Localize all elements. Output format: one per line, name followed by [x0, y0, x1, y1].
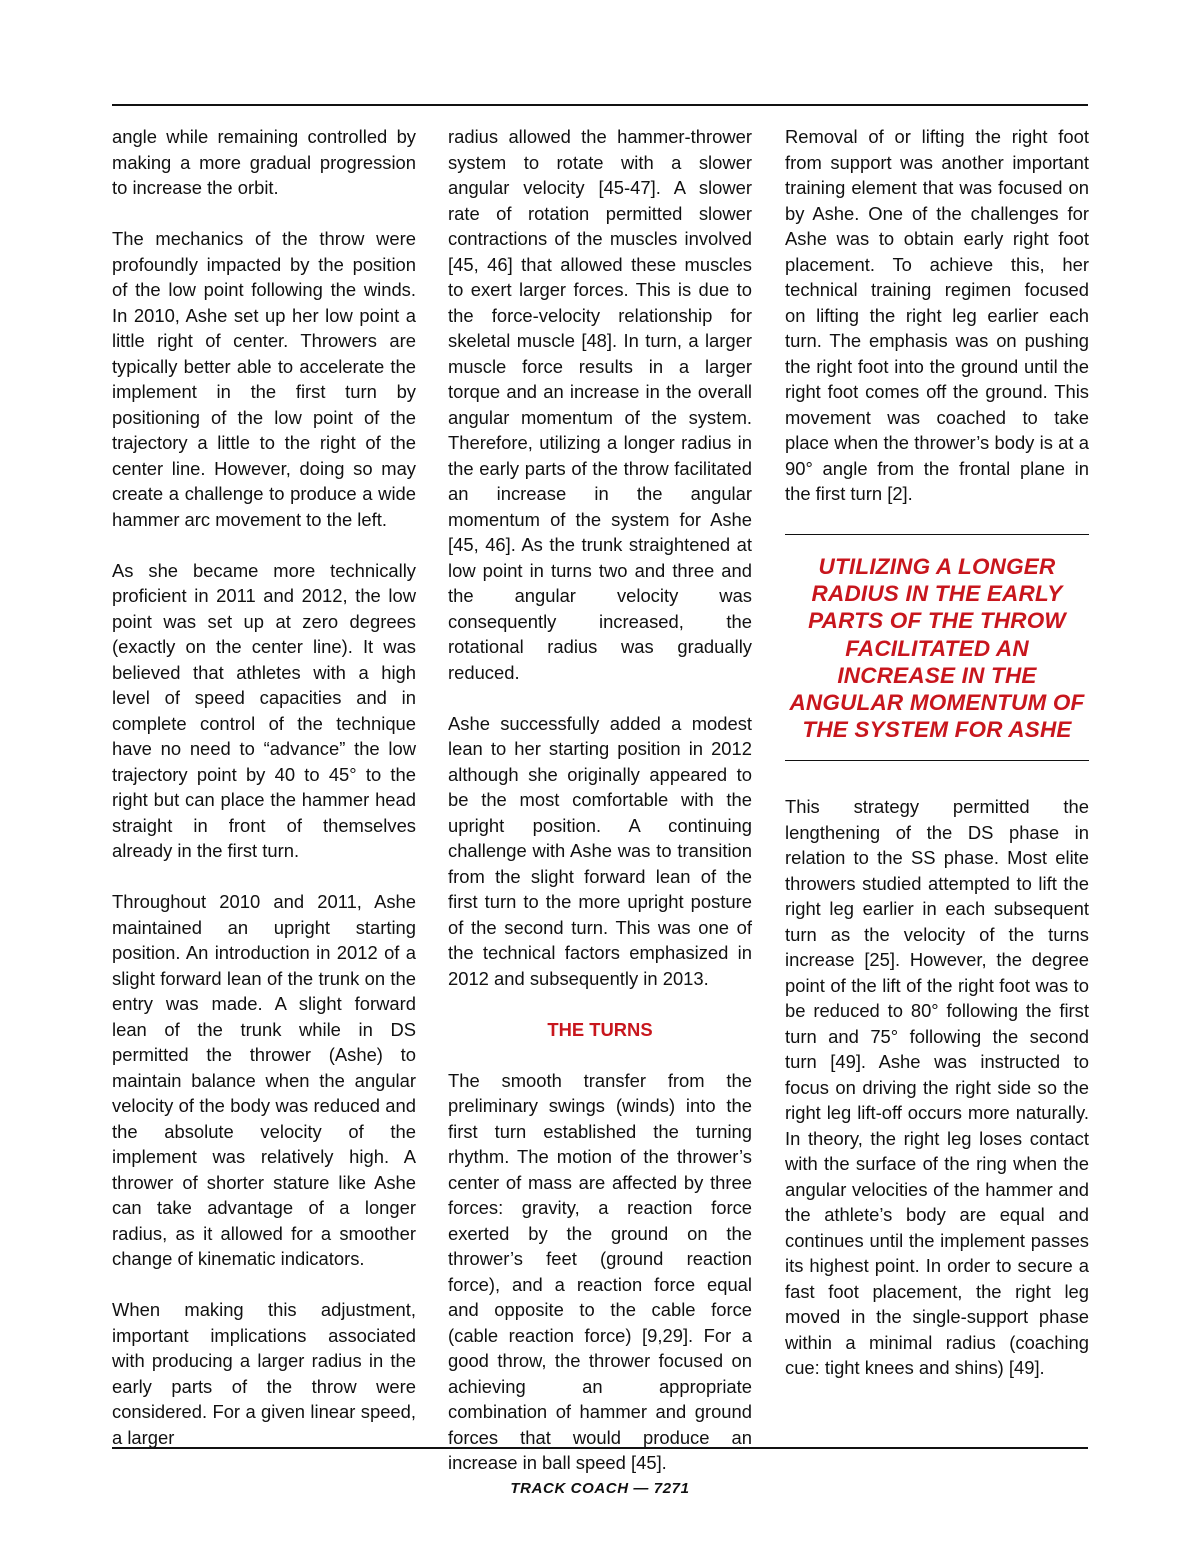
paragraph: Throughout 2010 and 2011, Ashe maintained an upright starting position. An introduction in 2012 of a slight forward lean of the trunk on the entry was made. A slight forward lean of the trunk while in DS permitted the thrower (Ashe) to maintain balance when the angular velocity of the body was reduced and the absolute velocity of the implement was relatively high. A thrower of shorter stature like Ashe can take advantage of a longer radius, as it allowed for a smoother change of kinematic indicators.	[112, 891, 416, 1269]
column-3	[785, 124, 1089, 1381]
paragraph: Removal of or lifting the right foot from support was another important training element that was focused on by Ashe. One of the challenges for Ashe was to obtain early right foot placement. To achieve this, her technical training regimen focused on lifting the right leg earlier each turn. The emphasis was on pushing the right foot into the ground until the right foot comes off the ground. This movement was coached to take place when the thrower’s body is at a 90° angle from the frontal plane in the first turn [2].	[785, 126, 1089, 504]
paragraph: This strategy permitted the lengthening of the DS phase in relation to the SS phase. Most elite throwers studied attempted to lift the right leg earlier in each subsequent turn as the velocity of the turns increase [25]. However, the degree point of the lift of the right foot was to be reduced to 80° following the first turn and 75° following the second turn [49]. Ashe was instructed to focus on driving the right side so the right leg lift-off occurs more naturally. In theory, the right leg loses contact with the surface of the ring when the angular velocities of the hammer and the athlete’s body are equal and continues until the implement passes its highest point. In order to secure a fast foot placement, the right leg moved in the single-support phase within a minimal radius (coaching cue: tight knees and shins) [49].	[785, 796, 1089, 1379]
paragraph: When making this adjustment, important implications associated with producing a larger radius in the early parts of the throw were considered. For a given linear speed, a larger	[112, 1299, 416, 1448]
pullquote: UTILIZING A LONGER RADIUS IN THE EARLY PARTS OF THE THROW FACILITATED AN INCREASE IN THE ANGULAR MOMENTUM OF THE SYSTEM FOR ASHE	[789, 554, 1085, 743]
pullquote-bottom-rule	[785, 760, 1089, 761]
paragraph: radius allowed the hammer-thrower system to rotate with a slower angular velocity [45-47]. A slower rate of rotation permitted slower contractions of the muscles involved [45, 46] that allowed these muscles to exert larger forces. This is due to the force-velocity relationship for skeletal muscle [48]. In turn, a larger muscle force results in a larger torque and an increase in the overall angular momentum of the system. Therefore, utilizing a longer radius in the early parts of the throw facilitated an increase in the angular momentum of the system for Ashe [45, 46]. As the trunk straightened at low point in turns two and three and the angular velocity was consequently increased, the rotational radius was gradually reduced.	[448, 126, 752, 683]
bottom-rule	[112, 1447, 1088, 1449]
paragraph: The mechanics of the throw were profoundly impacted by the position of the low point following the winds. In 2010, Ashe set up her low point a little right of center. Throwers are typically better able to accelerate the implement in the first turn by positioning of the low point of the trajectory a little to the right of the center line. However, doing so may create a challenge to produce a wide hammer arc movement to the left.	[112, 228, 416, 530]
column-1	[112, 124, 416, 1450]
paragraph: Ashe successfully added a modest lean to her starting position in 2012 although she originally appeared to be the most comfortable with the upright position. A continuing challenge with Ashe was to transition from the slight forward lean of the first turn to the more upright posture of the second turn. This was one of the technical factors emphasized in 2012 and subsequently in 2013.	[448, 712, 752, 989]
paragraph: The smooth transfer from the preliminary swings (winds) into the first turn established the turning rhythm. The motion of the thrower’s center of mass are affected by three forces: gravity, a reaction force exerted by the ground on the thrower’s feet (ground reaction force), and a reaction force equal and opposite to the cable force (cable reaction force) [9,29]. For a good throw, the thrower focused on achieving an appropriate combination of hammer and ground forces that would produce an increase in ball speed [45].	[448, 1069, 752, 1473]
pullquote-top-rule	[785, 534, 1089, 535]
column-2	[448, 124, 752, 1476]
page-footer: TRACK COACH — 7271	[510, 1480, 690, 1497]
top-rule	[112, 104, 1088, 106]
paragraph: angle while remaining controlled by making a more gradual progression to increase the orbit.	[112, 126, 416, 198]
paragraph: As she became more technically proficient in 2011 and 2012, the low point was set up at zero degrees (exactly on the center line). It was believed that athletes with a high level of speed capacities and in complete control of the technique have no need to “advance” the low trajectory point by 40 to 45° to the right but can place the hammer head straight in front of themselves already in the first turn.	[112, 559, 416, 861]
section-heading-the-turns: THE TURNS	[547, 1018, 653, 1040]
